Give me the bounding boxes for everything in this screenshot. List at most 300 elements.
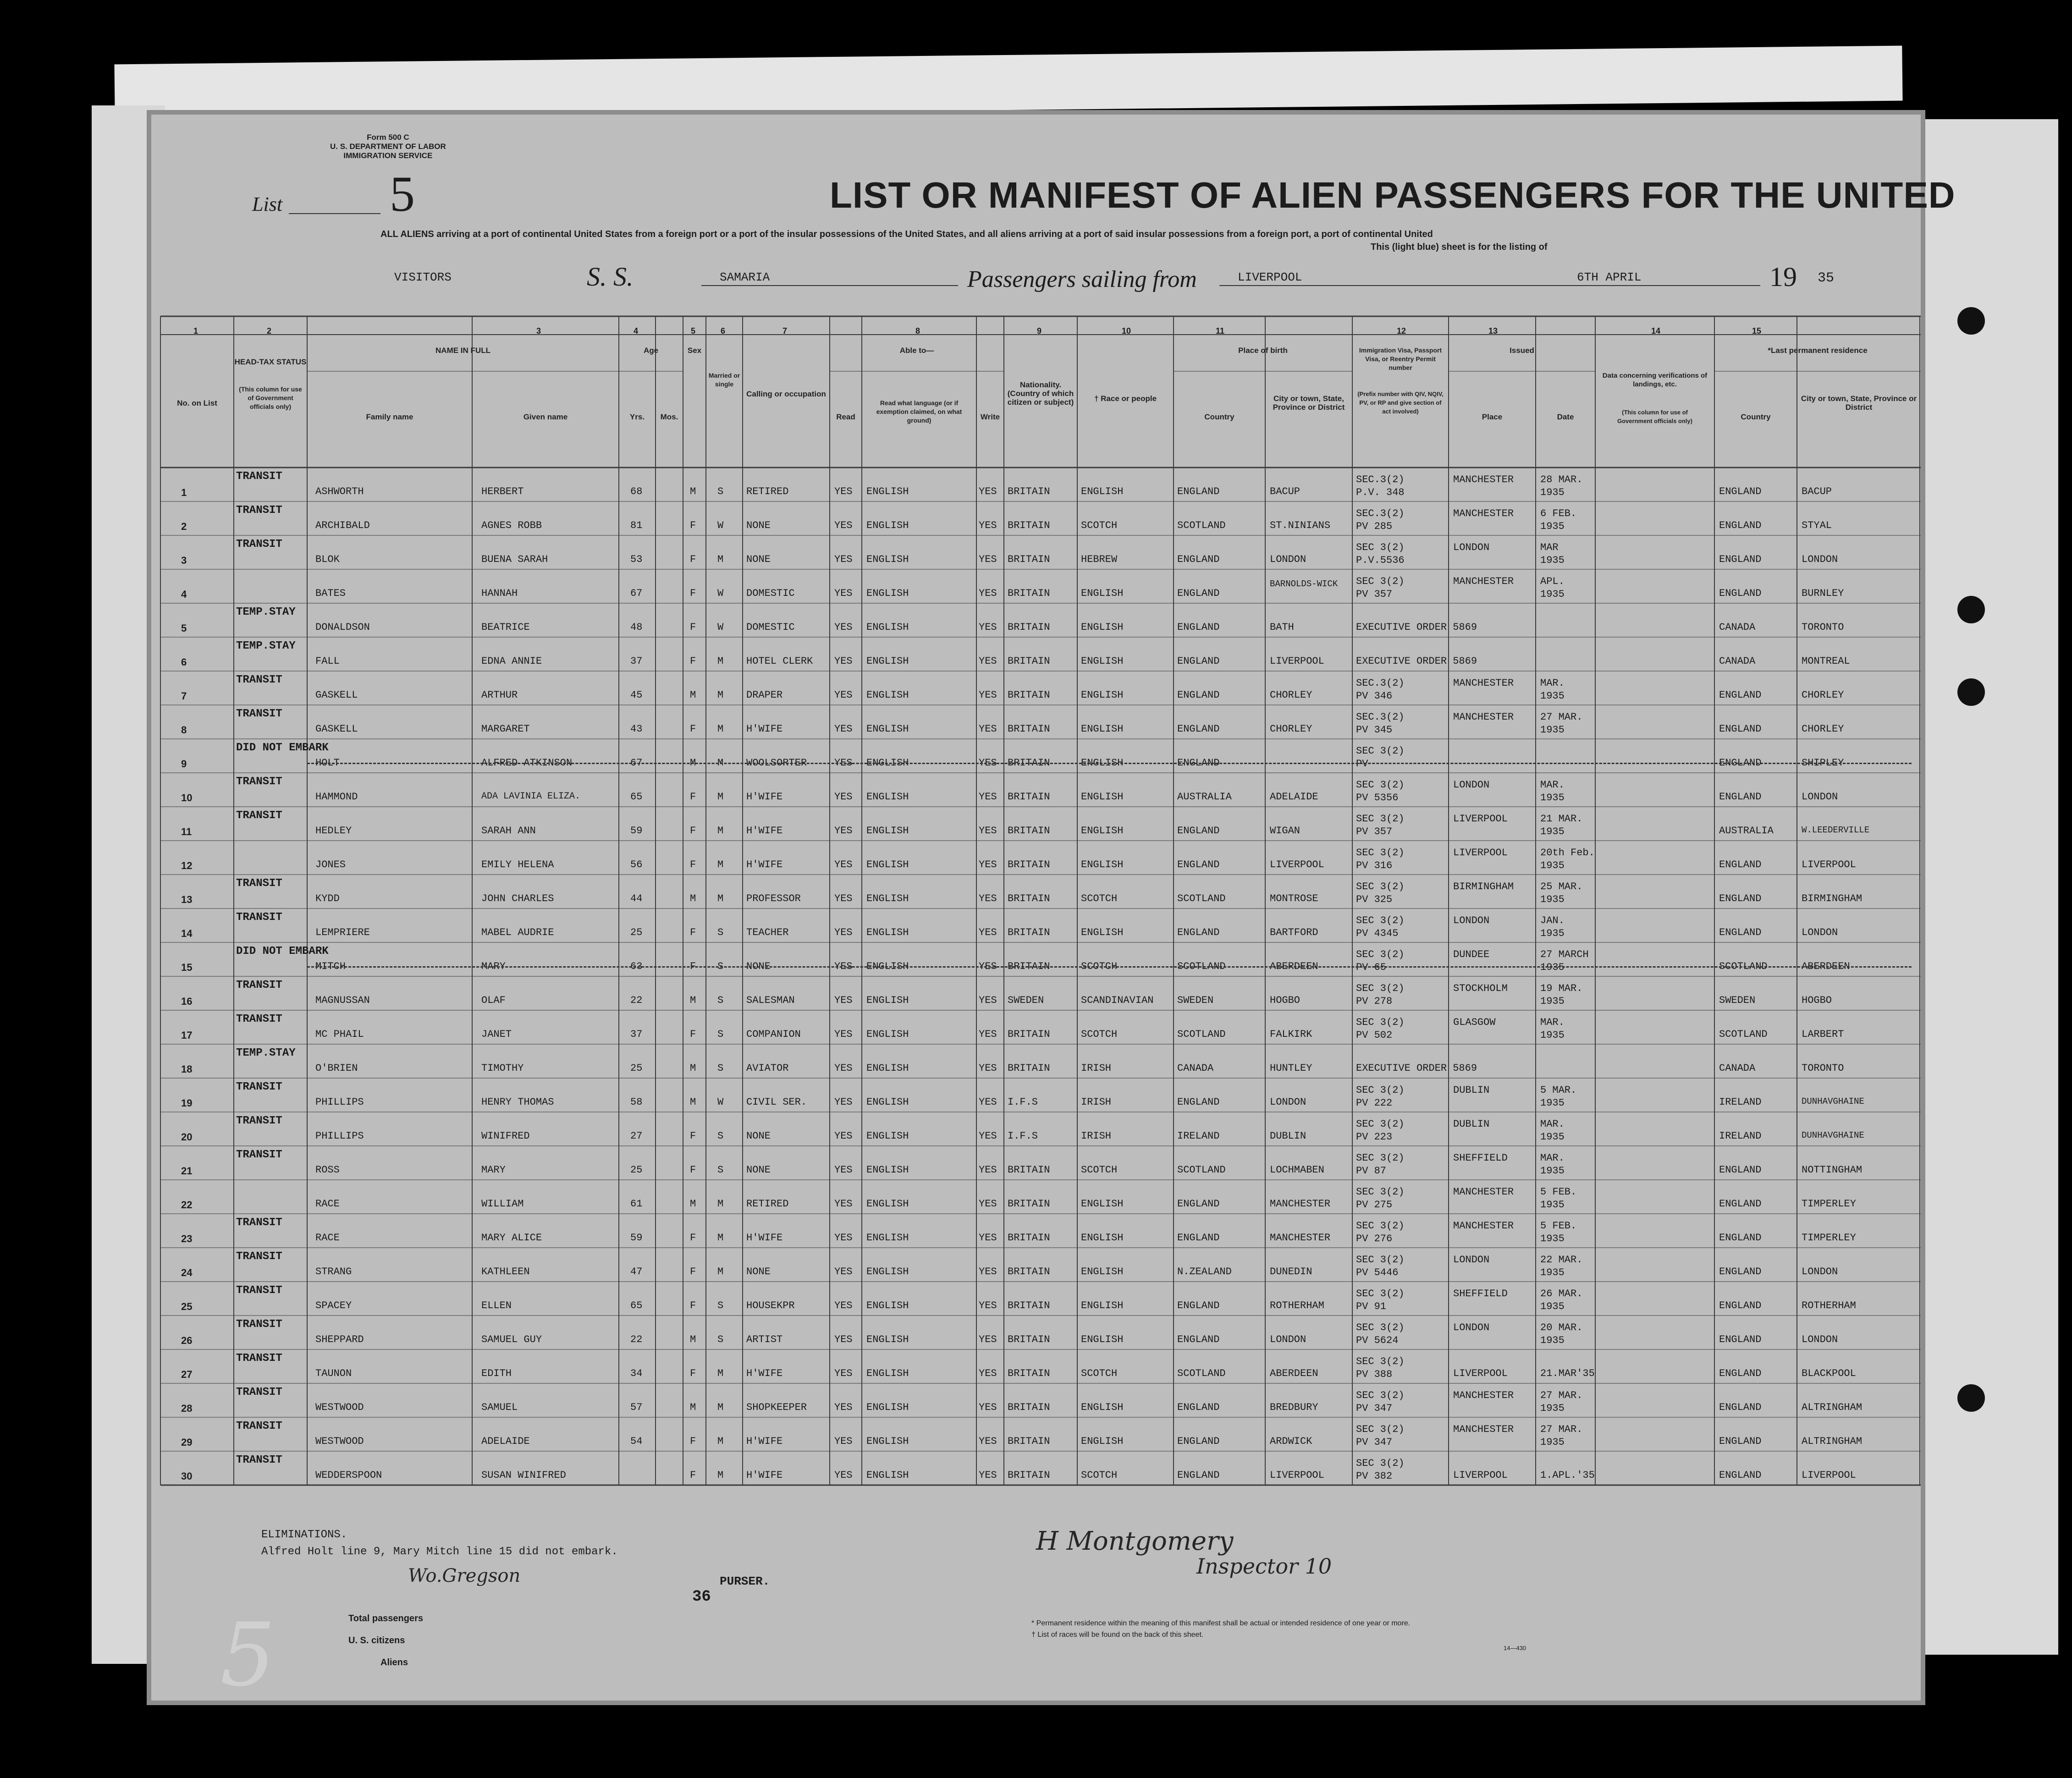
- cell-rcity: CHORLEY: [1802, 689, 1844, 701]
- cell-rcountry: ENGLAND: [1719, 1470, 1762, 1481]
- cell-age: 25: [630, 927, 643, 938]
- cell-visa: SEC 3(2): [1356, 1220, 1405, 1232]
- ship-name: SAMARIA: [720, 270, 770, 284]
- cell-visa-number: PV 285: [1356, 521, 1393, 532]
- manifest-title: LIST OR MANIFEST OF ALIEN PASSENGERS FOR THE UNITED: [830, 175, 1956, 215]
- cell-visa-number: PV 223: [1356, 1131, 1393, 1143]
- cell-issued-year: 1935: [1540, 1301, 1565, 1312]
- head-tax-status: TRANSIT: [236, 1217, 282, 1229]
- cell-lang: ENGLISH: [866, 554, 909, 565]
- cell-occ: NONE: [746, 1266, 771, 1277]
- cell-visa: SEC 3(2): [1356, 1084, 1405, 1096]
- cell-issued-year: 1935: [1540, 860, 1565, 871]
- head-tax-status: TEMP.STAY: [236, 640, 296, 652]
- cell-sex: F: [690, 1300, 696, 1311]
- column-number: 10: [1122, 326, 1131, 336]
- cell-read: YES: [834, 927, 853, 938]
- cell-write: YES: [979, 1368, 997, 1379]
- cell-bcountry: ENGLAND: [1177, 1096, 1220, 1108]
- cell-age: 37: [630, 1029, 643, 1040]
- cell-given: MARY: [481, 1164, 506, 1176]
- cell-sex: F: [690, 622, 696, 633]
- cell-idate: 21.MAR'35: [1540, 1368, 1595, 1379]
- cell-race: ENGLISH: [1081, 757, 1124, 769]
- cell-occ: SHOPKEEPER: [746, 1402, 807, 1413]
- cell-sex: F: [690, 1232, 696, 1244]
- cell-bcountry: ENGLAND: [1177, 1402, 1220, 1413]
- cell-visa: SEC 3(2): [1356, 847, 1405, 859]
- cell-ms: M: [717, 1402, 724, 1413]
- cell-bcountry: ENGLAND: [1177, 1436, 1220, 1447]
- form-code: 14—430: [1504, 1645, 1526, 1651]
- cell-family: STRANG: [315, 1266, 352, 1277]
- header-place-of-birth: Place of birth: [1238, 346, 1288, 355]
- cell-read: YES: [834, 893, 853, 904]
- cell-nat: BRITAIN: [1008, 1062, 1050, 1074]
- cell-bcountry: ENGLAND: [1177, 1232, 1220, 1244]
- cell-write: YES: [979, 1029, 997, 1040]
- cell-rcity: DUNHAVGHAINE: [1802, 1130, 1864, 1140]
- cell-nat: BRITAIN: [1008, 825, 1050, 837]
- cell-given: MABEL AUDRIE: [481, 927, 554, 938]
- cell-read: YES: [834, 995, 853, 1006]
- cell-write: YES: [979, 655, 997, 667]
- head-tax-status: TRANSIT: [236, 877, 282, 890]
- cell-age: 81: [630, 520, 643, 531]
- cell-lang: ENGLISH: [866, 1334, 909, 1345]
- cell-idate: 6 FEB.: [1540, 508, 1577, 519]
- cell-occ: AVIATOR: [746, 1062, 789, 1074]
- cell-ms: M: [717, 1436, 724, 1447]
- head-tax-status: TRANSIT: [236, 1284, 282, 1297]
- cell-family: O'BRIEN: [315, 1062, 358, 1074]
- cell-sex: M: [690, 689, 696, 701]
- cell-read: YES: [834, 1198, 853, 1210]
- cell-bcountry: SWEDEN: [1177, 995, 1214, 1006]
- cell-idate: 20 MAR.: [1540, 1322, 1583, 1333]
- cell-visa-number: PV: [1356, 758, 1368, 770]
- cell-rcountry: ENGLAND: [1719, 1198, 1762, 1210]
- cell-issued-year: 1935: [1540, 894, 1565, 905]
- row-number: 29: [181, 1437, 193, 1448]
- cell-read: YES: [834, 1334, 853, 1345]
- purser-number: 36: [692, 1588, 711, 1606]
- cell-bcity: CHORLEY: [1270, 689, 1312, 701]
- head-tax-status: TRANSIT: [236, 1115, 282, 1127]
- cell-iplace: BIRMINGHAM: [1453, 881, 1514, 892]
- cell-ms: S: [717, 927, 724, 938]
- cell-bcity: DUNEDIN: [1270, 1266, 1312, 1277]
- cell-rcity: BURNLEY: [1802, 588, 1844, 599]
- row-number: 13: [181, 894, 193, 905]
- head-tax-status: TRANSIT: [236, 1420, 282, 1432]
- row-number: 1: [181, 487, 187, 498]
- cell-sex: F: [690, 1130, 696, 1142]
- cell-age: 56: [630, 859, 643, 870]
- cell-idate: 5 MAR.: [1540, 1084, 1577, 1096]
- cell-issued-year: 1935: [1540, 996, 1565, 1007]
- cell-lang: ENGLISH: [866, 622, 909, 633]
- cell-bcountry: ENGLAND: [1177, 1300, 1220, 1311]
- cell-iplace: DUBLIN: [1453, 1118, 1490, 1130]
- row-number: 25: [181, 1301, 193, 1312]
- cell-rcity: ROTHERHAM: [1802, 1300, 1856, 1311]
- cell-lang: ENGLISH: [866, 961, 909, 972]
- cell-lang: ENGLISH: [866, 520, 909, 531]
- cell-bcountry: ENGLAND: [1177, 859, 1220, 870]
- cell-race: ENGLISH: [1081, 655, 1124, 667]
- cell-lang: ENGLISH: [866, 1470, 909, 1481]
- cell-given: EDITH: [481, 1368, 512, 1379]
- cell-sex: M: [690, 1096, 696, 1108]
- cell-visa: SEC.3(2): [1356, 508, 1405, 519]
- cell-sex: F: [690, 655, 696, 667]
- cell-family: PHILLIPS: [315, 1130, 364, 1142]
- passenger-class: VISITORS: [394, 270, 452, 284]
- cell-bcity: BARNOLDS-WICK: [1270, 579, 1338, 589]
- cell-occ: TEACHER: [746, 927, 789, 938]
- cell-ms: S: [717, 1029, 724, 1040]
- cell-race: ENGLISH: [1081, 622, 1124, 633]
- cell-visa-number: PV 347: [1356, 1437, 1393, 1448]
- cell-iplace: LONDON: [1453, 779, 1490, 791]
- cell-iplace: MANCHESTER: [1453, 677, 1514, 689]
- cell-bcountry: ENGLAND: [1177, 1470, 1220, 1481]
- cell-sex: M: [690, 893, 696, 904]
- column-number: 6: [721, 326, 726, 336]
- footnote-residence: * Permanent residence within the meaning of this manifest shall be actual or intended residence of one year or more.: [1031, 1619, 1411, 1627]
- cell-visa: SEC 3(2): [1356, 1254, 1405, 1266]
- cell-issued-year: 1935: [1540, 1097, 1565, 1109]
- cell-ms: M: [717, 1232, 724, 1244]
- cell-write: YES: [979, 554, 997, 565]
- cell-lang: ENGLISH: [866, 723, 909, 735]
- cell-rcountry: ENGLAND: [1719, 1368, 1762, 1379]
- cell-visa-number: PV 357: [1356, 589, 1393, 600]
- row-number: 19: [181, 1097, 193, 1109]
- cell-rcity: LIVERPOOL: [1802, 859, 1856, 870]
- cell-race: ENGLISH: [1081, 927, 1124, 938]
- column-number: 9: [1037, 326, 1042, 336]
- cell-rcity: CHORLEY: [1802, 723, 1844, 735]
- eliminations-text: Alfred Holt line 9, Mary Mitch line 15 did not embark.: [261, 1546, 618, 1558]
- column-number: 1: [193, 326, 198, 336]
- row-number: 24: [181, 1267, 193, 1278]
- head-tax-status: TRANSIT: [236, 470, 282, 483]
- cell-given: HENRY THOMAS: [481, 1096, 554, 1108]
- header-name-in-full: NAME IN FULL: [435, 346, 490, 355]
- cell-iplace: LONDON: [1453, 1254, 1490, 1266]
- cell-given: SAMUEL: [481, 1402, 518, 1413]
- cell-lang: ENGLISH: [866, 825, 909, 837]
- cell-visa: SEC 3(2): [1356, 1356, 1405, 1367]
- cell-occ: NONE: [746, 554, 771, 565]
- cell-read: YES: [834, 757, 853, 769]
- cell-family: MC PHAIL: [315, 1029, 364, 1040]
- cell-age: 65: [630, 791, 643, 803]
- cell-lang: ENGLISH: [866, 1096, 909, 1108]
- total-passengers-label: Total passengers: [348, 1613, 424, 1624]
- header-mos: Mos.: [660, 413, 678, 421]
- manifest-subtitle: ALL ALIENS arriving at a port of continental United States from a foreign port or a port of the insular possessions of the United States, and all aliens arriving at a port of said insular possessions from a foreign port, a port of continental United: [380, 229, 1433, 239]
- cell-bcity: BATH: [1270, 622, 1294, 633]
- cell-family: ASHWORTH: [315, 486, 364, 497]
- cell-nat: BRITAIN: [1008, 1402, 1050, 1413]
- cell-read: YES: [834, 1368, 853, 1379]
- cell-visa-number: PV 382: [1356, 1470, 1393, 1482]
- column-number: 11: [1216, 326, 1225, 336]
- head-tax-status: TRANSIT: [236, 776, 282, 788]
- cell-issued-year: 1935: [1540, 1165, 1565, 1177]
- cell-bcity: BREDBURY: [1270, 1402, 1318, 1413]
- cell-rcountry: ENGLAND: [1719, 859, 1762, 870]
- cell-issued-year: 1935: [1540, 521, 1565, 532]
- head-tax-status: TRANSIT: [236, 1352, 282, 1365]
- cell-family: HOLT: [315, 757, 340, 769]
- cell-rcity: STYAL: [1802, 520, 1832, 531]
- cell-issued-year: 1935: [1540, 928, 1565, 939]
- cell-read: YES: [834, 859, 853, 870]
- cell-nat: BRITAIN: [1008, 1232, 1050, 1244]
- cell-rcity: LONDON: [1802, 791, 1838, 803]
- cell-given: ADELAIDE: [481, 1436, 530, 1447]
- cell-iplace: MANCHESTER: [1453, 576, 1514, 587]
- cell-occ: NONE: [746, 1130, 771, 1142]
- head-tax-status: TRANSIT: [236, 708, 282, 720]
- cell-rcountry: ENGLAND: [1719, 1266, 1762, 1277]
- cell-rcountry: IRELAND: [1719, 1096, 1762, 1108]
- cell-iplace: MANCHESTER: [1453, 508, 1514, 519]
- cell-family: FALL: [315, 655, 340, 667]
- cell-lang: ENGLISH: [866, 1164, 909, 1176]
- cell-sex: F: [690, 1368, 696, 1379]
- cell-read: YES: [834, 1300, 853, 1311]
- cell-write: YES: [979, 622, 997, 633]
- cell-write: YES: [979, 1198, 997, 1210]
- cell-visa-number: P.V.5536: [1356, 555, 1405, 566]
- cell-sex: F: [690, 859, 696, 870]
- column-number: 15: [1752, 326, 1762, 336]
- strike-through-line: [307, 763, 1912, 764]
- cell-race: SCOTCH: [1081, 1164, 1118, 1176]
- cell-nat: BRITAIN: [1008, 1470, 1050, 1481]
- cell-nat: BRITAIN: [1008, 554, 1050, 565]
- underlying-page-top: [114, 46, 1902, 120]
- cell-family: BATES: [315, 588, 346, 599]
- cell-rcountry: ENGLAND: [1719, 486, 1762, 497]
- cell-issued-year: 1935: [1540, 1267, 1565, 1278]
- header-family-name: Family name: [366, 413, 413, 421]
- cell-age: 47: [630, 1266, 643, 1277]
- cell-write: YES: [979, 1300, 997, 1311]
- cell-family: BLOK: [315, 554, 340, 565]
- cell-age: 67: [630, 588, 643, 599]
- row-number: 7: [181, 690, 187, 702]
- cell-ms: W: [717, 588, 724, 599]
- head-tax-status: TEMP.STAY: [236, 1047, 296, 1059]
- cell-visa-number: PV 346: [1356, 690, 1393, 702]
- cell-given: ELLEN: [481, 1300, 512, 1311]
- cell-write: YES: [979, 1130, 997, 1142]
- cell-sex: M: [690, 1402, 696, 1413]
- header-issued-place: Place: [1482, 413, 1503, 421]
- cell-rcity: NOTTINGHAM: [1802, 1164, 1863, 1176]
- adjacent-page-right: [1921, 119, 2058, 1655]
- cell-idate: MAR.: [1540, 779, 1565, 791]
- cell-rcountry: ENGLAND: [1719, 893, 1762, 904]
- cell-read: YES: [834, 520, 853, 531]
- cell-nat: BRITAIN: [1008, 723, 1050, 735]
- sheet-mark: 5: [220, 1604, 276, 1706]
- cell-visa-number: PV 91: [1356, 1301, 1387, 1312]
- cell-family: WEDDERSPOON: [315, 1470, 382, 1481]
- cell-age: 27: [630, 1130, 643, 1142]
- head-tax-status: DID NOT EMBARK: [236, 945, 329, 958]
- cell-rcity: TIMPERLEY: [1802, 1232, 1856, 1244]
- cell-bcountry: N.ZEALAND: [1177, 1266, 1232, 1277]
- cell-read: YES: [834, 1062, 853, 1074]
- header-issued: Issued: [1510, 346, 1534, 355]
- row-number: 5: [181, 622, 187, 634]
- cell-sex: M: [690, 1334, 696, 1345]
- cell-age: 22: [630, 995, 643, 1006]
- cell-age: 22: [630, 1334, 643, 1345]
- cell-visa-number: PV 388: [1356, 1369, 1393, 1380]
- header-able-to: Able to—: [899, 346, 934, 355]
- cell-family: ROSS: [315, 1164, 340, 1176]
- cell-sex: M: [690, 1198, 696, 1210]
- cell-idate: 25 MAR.: [1540, 881, 1583, 892]
- cell-nat: BRITAIN: [1008, 588, 1050, 599]
- cell-race: SCOTCH: [1081, 893, 1118, 904]
- purser-label: PURSER.: [720, 1574, 770, 1588]
- cell-bcity: ST.NINIANS: [1270, 520, 1331, 531]
- cell-occ: H'WIFE: [746, 791, 783, 803]
- cell-occ: RETIRED: [746, 486, 789, 497]
- cell-read: YES: [834, 1096, 853, 1108]
- cell-given: HERBERT: [481, 486, 524, 497]
- header-visa: Immigration Visa, Passport Visa, or Reentry Permit number: [1359, 347, 1442, 371]
- cell-race: ENGLISH: [1081, 486, 1124, 497]
- cell-idate: 27 MAR.: [1540, 1390, 1583, 1401]
- cell-bcountry: ENGLAND: [1177, 689, 1220, 701]
- cell-bcountry: SCOTLAND: [1177, 520, 1226, 531]
- cell-write: YES: [979, 893, 997, 904]
- cell-age: 57: [630, 1402, 643, 1413]
- cell-sex: M: [690, 995, 696, 1006]
- cell-given: JANET: [481, 1029, 512, 1040]
- cell-lang: ENGLISH: [866, 1368, 909, 1379]
- cell-write: YES: [979, 1096, 997, 1108]
- cell-age: 63: [630, 961, 643, 972]
- us-citizens-label: U. S. citizens: [348, 1635, 405, 1646]
- cell-occ: CIVIL SER.: [746, 1096, 807, 1108]
- row-number: 2: [181, 521, 187, 532]
- cell-ms: M: [717, 723, 724, 735]
- cell-race: IRISH: [1081, 1130, 1112, 1142]
- row-number: 11: [181, 826, 192, 837]
- cell-ms: S: [717, 1062, 724, 1074]
- header-birth-city: City or town, State, Province or District: [1273, 394, 1345, 412]
- cell-age: 37: [630, 655, 643, 667]
- cell-visa-number: PV 5624: [1356, 1335, 1399, 1346]
- cell-race: ENGLISH: [1081, 791, 1124, 803]
- cell-visa: SEC 3(2): [1356, 745, 1405, 757]
- cell-ms: S: [717, 1164, 724, 1176]
- cell-issued-year: 1935: [1540, 555, 1565, 566]
- header-race: † Race or people: [1094, 394, 1157, 403]
- cell-occ: DOMESTIC: [746, 588, 795, 599]
- cell-read: YES: [834, 486, 853, 497]
- cell-visa-number: PV 275: [1356, 1199, 1393, 1211]
- column-number: 3: [536, 326, 541, 336]
- cell-idate: 27 MAR.: [1540, 1424, 1583, 1435]
- cell-bcity: BACUP: [1270, 486, 1301, 497]
- cell-bcity: DUBLIN: [1270, 1130, 1306, 1142]
- cell-read: YES: [834, 1436, 853, 1447]
- cell-race: SCOTCH: [1081, 961, 1118, 972]
- cell-rcountry: ENGLAND: [1719, 791, 1762, 803]
- cell-visa-number: PV 4345: [1356, 928, 1399, 939]
- row-number: 14: [181, 928, 193, 939]
- cell-bcountry: ENGLAND: [1177, 1198, 1220, 1210]
- cell-lang: ENGLISH: [866, 1300, 909, 1311]
- cell-rcity: LONDON: [1802, 927, 1838, 938]
- cell-idate: 28 MAR.: [1540, 474, 1583, 485]
- row-number: 12: [181, 860, 193, 871]
- cell-rcountry: CANADA: [1719, 1062, 1756, 1074]
- cell-idate: MAR.: [1540, 1152, 1565, 1164]
- cell-visa-number: PV 65: [1356, 962, 1387, 973]
- cell-bcity: LOCHMABEN: [1270, 1164, 1324, 1176]
- head-tax-status: TRANSIT: [236, 911, 282, 924]
- cell-sex: F: [690, 961, 696, 972]
- cell-family: SPACEY: [315, 1300, 352, 1311]
- cell-sex: F: [690, 520, 696, 531]
- cell-race: ENGLISH: [1081, 689, 1124, 701]
- cell-bcity: ABERDEEN: [1270, 1368, 1318, 1379]
- cell-write: YES: [979, 757, 997, 769]
- cell-visa-number: P.V. 348: [1356, 487, 1405, 498]
- cell-lang: ENGLISH: [866, 927, 909, 938]
- cell-family: ARCHIBALD: [315, 520, 370, 531]
- cell-bcity: MANCHESTER: [1270, 1232, 1331, 1244]
- cell-ms: S: [717, 1300, 724, 1311]
- cell-occ: H'WIFE: [746, 1470, 783, 1481]
- cell-age: 25: [630, 1164, 643, 1176]
- cell-nat: BRITAIN: [1008, 520, 1050, 531]
- head-tax-status: TRANSIT: [236, 1013, 282, 1025]
- cell-read: YES: [834, 1402, 853, 1413]
- cell-bcity: LONDON: [1270, 1334, 1306, 1345]
- cell-read: YES: [834, 1266, 853, 1277]
- cell-sex: F: [690, 588, 696, 599]
- cell-issued-year: 1935: [1540, 1233, 1565, 1244]
- cell-issued-year: 1935: [1540, 690, 1565, 702]
- cell-visa: SEC 3(2): [1356, 1118, 1405, 1130]
- cell-given: EMILY HELENA: [481, 859, 554, 870]
- cell-issued-year: 1935: [1540, 1029, 1565, 1041]
- cell-idate: 20th Feb.: [1540, 847, 1595, 859]
- cell-issued-year: 1935: [1540, 487, 1565, 498]
- row-number: 28: [181, 1403, 193, 1414]
- header-nationality: Nationality. (Country of which citizen or subject): [1007, 380, 1074, 407]
- aliens-label: Aliens: [380, 1657, 408, 1668]
- cell-bcity: LIVERPOOL: [1270, 1470, 1324, 1481]
- cell-ms: M: [717, 689, 724, 701]
- cell-nat: BRITAIN: [1008, 1164, 1050, 1176]
- cell-occ: NONE: [746, 1164, 771, 1176]
